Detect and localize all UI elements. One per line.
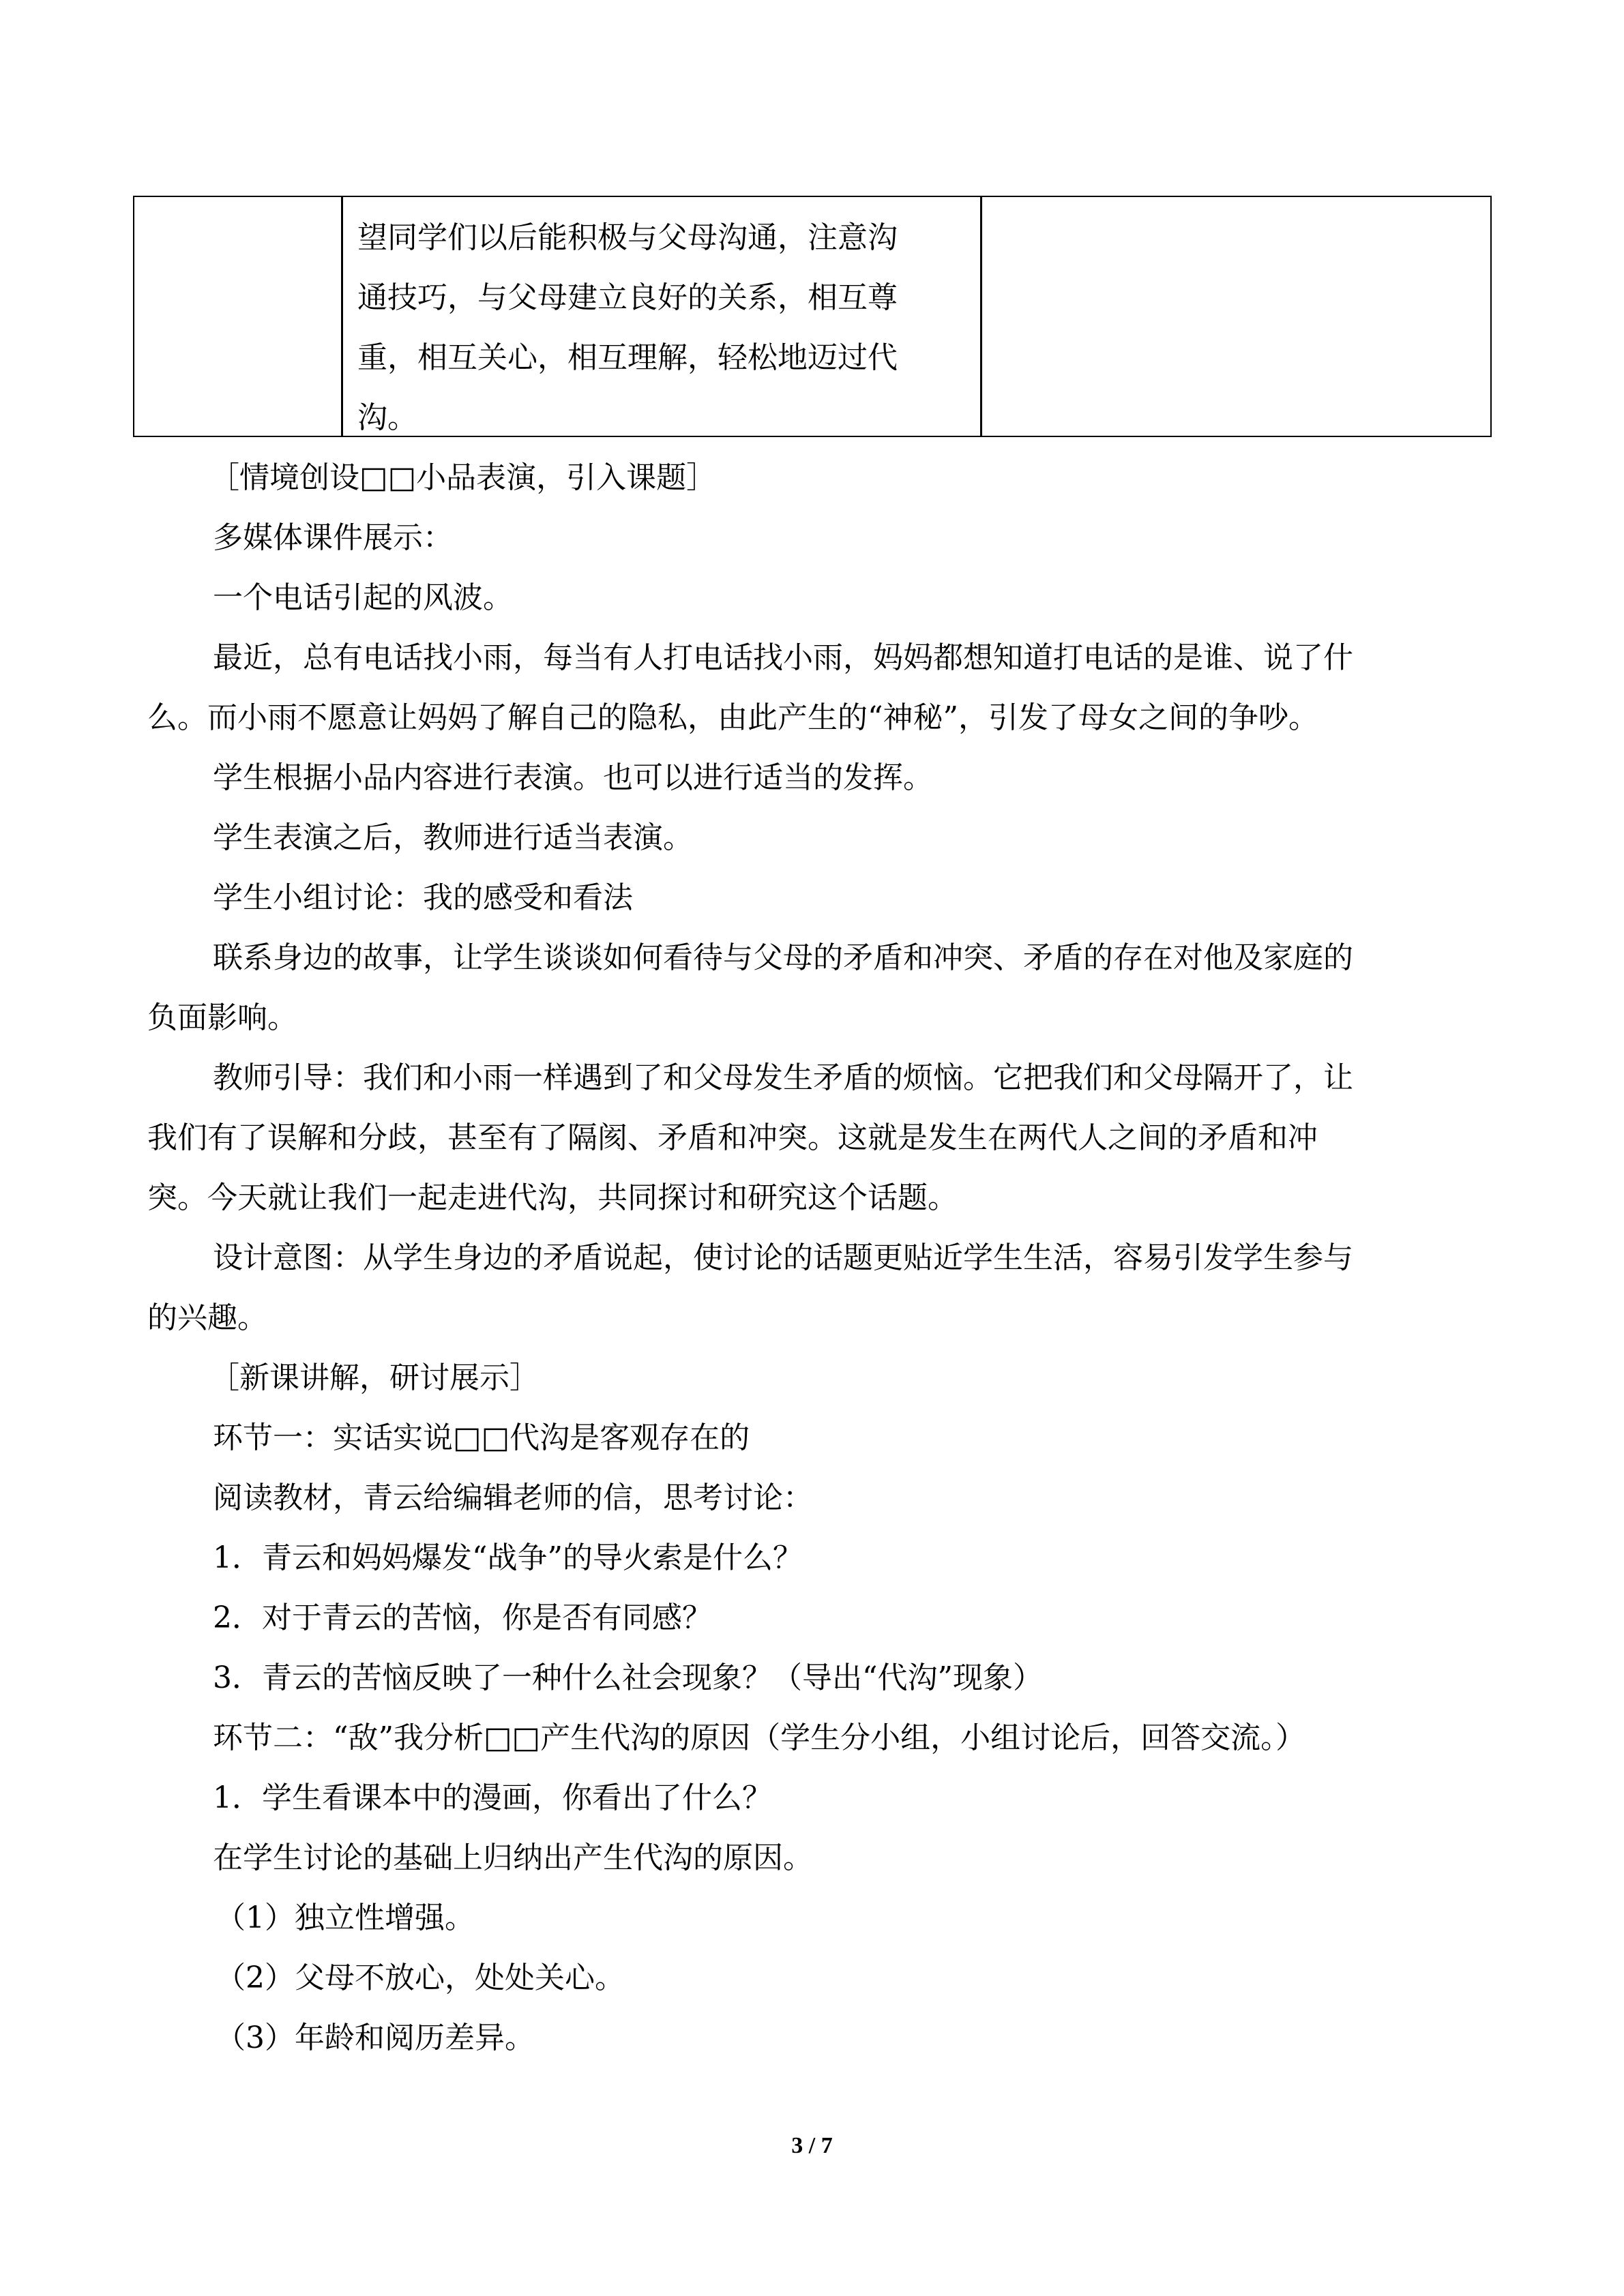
lesson-table bbox=[133, 196, 1492, 437]
text-line: 学生根据小品内容进行表演。也可以进行适当的发挥。 bbox=[213, 760, 933, 795]
section-heading: ［新课讲解，研讨展示］ bbox=[209, 1360, 540, 1395]
list-item: （2）父母不放心，处处关心。 bbox=[216, 1960, 625, 1995]
table-cell-line: 通技巧，与父母建立良好的关系，相互尊 bbox=[357, 280, 898, 315]
text-line: 突。今天就让我们一起走进代沟，共同探讨和研究这个话题。 bbox=[147, 1180, 958, 1215]
table-cell-line: 重，相互关心，相互理解，轻松地迈过代 bbox=[357, 340, 898, 375]
text-line: 的兴趣。 bbox=[147, 1300, 267, 1335]
text-line: 联系身边的故事，让学生谈谈如何看待与父母的矛盾和冲突、矛盾的存在对他及家庭的 bbox=[213, 940, 1353, 975]
text-line: 学生表演之后，教师进行适当表演。 bbox=[213, 820, 693, 855]
text-line: 在学生讨论的基础上归纳出产生代沟的原因。 bbox=[213, 1840, 813, 1875]
text-line: 一个电话引起的风波。 bbox=[213, 580, 513, 615]
table-cell-line: 沟。 bbox=[357, 400, 417, 435]
list-item: （3）年龄和阅历差异。 bbox=[216, 2021, 535, 2055]
section-heading: ［情境创设□□小品表演，引入课题］ bbox=[209, 460, 717, 495]
text-line: 最近，总有电话找小雨，每当有人打电话找小雨，妈妈都想知道打电话的是谁、说了什 bbox=[213, 640, 1353, 675]
list-item: 2．对于青云的苦恼，你是否有同感？ bbox=[213, 1600, 712, 1635]
list-item: （1）独立性增强。 bbox=[216, 1900, 475, 1935]
text-line: 教师引导：我们和小雨一样遇到了和父母发生矛盾的烦恼。它把我们和父母隔开了，让 bbox=[213, 1060, 1353, 1095]
table-divider-left bbox=[341, 197, 343, 436]
table-divider-right bbox=[980, 197, 982, 436]
text-line: 环节一：实话实说□□代沟是客观存在的 bbox=[213, 1420, 750, 1455]
text-line: 多媒体课件展示： bbox=[213, 520, 453, 555]
table-cell-line: 望同学们以后能积极与父母沟通，注意沟 bbox=[357, 220, 898, 255]
text-line: 么。而小雨不愿意让妈妈了解自己的隐私，由此产生的“神秘”，引发了母女之间的争吵。 bbox=[147, 700, 1318, 735]
list-item: 3．青云的苦恼反映了一种什么社会现象？（导出“代沟”现象） bbox=[213, 1660, 1043, 1695]
text-line: 负面影响。 bbox=[147, 1000, 297, 1035]
text-line: 设计意图：从学生身边的矛盾说起，使讨论的话题更贴近学生生活，容易引发学生参与 bbox=[213, 1240, 1353, 1275]
text-line: 我们有了误解和分歧，甚至有了隔阂、矛盾和冲突。这就是发生在两代人之间的矛盾和冲 bbox=[147, 1120, 1318, 1155]
list-item: 1．青云和妈妈爆发“战争”的导火索是什么？ bbox=[213, 1540, 803, 1575]
page-number: 3 / 7 bbox=[791, 2133, 833, 2158]
table-middle-cell bbox=[357, 208, 971, 448]
text-line: 学生小组讨论：我的感受和看法 bbox=[213, 880, 633, 915]
text-line: 阅读教材，青云给编辑老师的信，思考讨论： bbox=[213, 1480, 813, 1515]
text-line: 环节二：“敌”我分析□□产生代沟的原因（学生分小组，小组讨论后，回答交流。） bbox=[213, 1720, 1306, 1755]
list-item: 1．学生看课本中的漫画，你看出了什么？ bbox=[213, 1780, 772, 1815]
